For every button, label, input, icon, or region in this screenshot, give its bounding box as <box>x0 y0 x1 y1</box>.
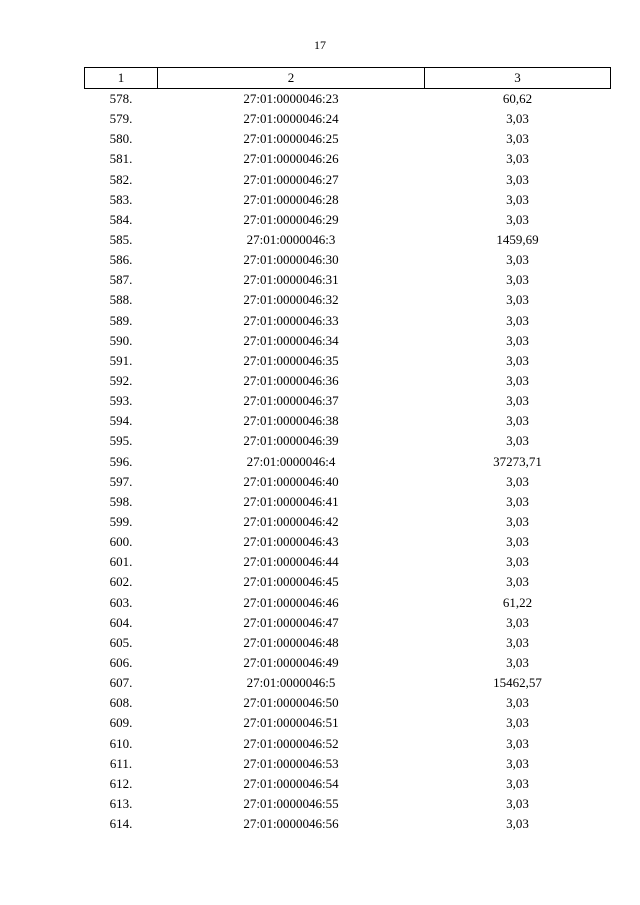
row-number-cell: 612. <box>109 775 133 791</box>
value-cell: 3,03 <box>506 433 529 449</box>
cadastral-number-cell: 27:01:0000046:3 <box>246 232 336 248</box>
table-row <box>85 190 611 210</box>
page-number: 17 <box>314 38 326 52</box>
row-number-cell: 596. <box>109 453 133 469</box>
header-row <box>85 68 611 89</box>
value-cell: 3,03 <box>506 393 529 409</box>
value-cell: 3,03 <box>506 211 529 227</box>
table-row <box>85 673 611 693</box>
row-number-cell: 608. <box>109 695 133 711</box>
value-cell: 3,03 <box>506 534 529 550</box>
value-cell: 15462,57 <box>493 675 542 691</box>
row-number-cell: 592. <box>109 373 133 389</box>
table-body <box>85 89 611 835</box>
row-number-cell: 588. <box>109 292 133 308</box>
row-number-cell: 605. <box>109 634 133 650</box>
cadastral-number-cell: 27:01:0000046:37 <box>243 393 339 409</box>
cadastral-number-cell: 27:01:0000046:52 <box>243 735 339 751</box>
value-cell: 61,22 <box>502 594 533 610</box>
value-cell: 3,03 <box>506 292 529 308</box>
cadastral-number-cell: 27:01:0000046:40 <box>243 473 339 489</box>
table-row <box>85 532 611 552</box>
table-row <box>85 552 611 572</box>
row-number-cell: 611. <box>109 755 133 771</box>
data-table <box>84 67 611 834</box>
table-row <box>85 431 611 451</box>
value-cell: 1459,69 <box>496 232 539 248</box>
value-cell: 3,03 <box>506 272 529 288</box>
cadastral-number-cell: 27:01:0000046:25 <box>243 131 339 147</box>
row-number-cell: 597. <box>109 473 133 489</box>
row-number-cell: 595. <box>109 433 133 449</box>
row-number-cell: 609. <box>109 715 133 731</box>
value-cell: 3,03 <box>506 473 529 489</box>
value-cell: 3,03 <box>506 695 529 711</box>
row-number-cell: 604. <box>109 614 133 630</box>
row-number-cell: 600. <box>109 534 133 550</box>
cadastral-number-cell: 27:01:0000046:54 <box>243 775 339 791</box>
value-cell: 3,03 <box>506 755 529 771</box>
table-row <box>85 693 611 713</box>
value-cell: 3,03 <box>506 514 529 530</box>
row-number-cell: 613. <box>109 795 133 811</box>
table-row <box>85 472 611 492</box>
value-cell: 3,03 <box>506 373 529 389</box>
column-header-2: 2 <box>158 68 425 89</box>
row-number-cell: 590. <box>109 332 133 348</box>
cadastral-number-cell: 27:01:0000046:35 <box>243 352 339 368</box>
cadastral-number-cell: 27:01:0000046:44 <box>243 554 339 570</box>
cadastral-number-cell: 27:01:0000046:41 <box>243 493 339 509</box>
column-header-1: 1 <box>85 68 158 89</box>
value-cell: 3,03 <box>506 111 529 127</box>
row-number-cell: 587. <box>109 272 133 288</box>
row-number-cell: 610. <box>109 735 133 751</box>
cadastral-number-cell: 27:01:0000046:31 <box>243 272 339 288</box>
table-row <box>85 149 611 169</box>
table-row <box>85 512 611 532</box>
row-number-cell: 585. <box>109 232 133 248</box>
value-cell: 3,03 <box>506 493 529 509</box>
table-row <box>85 814 611 834</box>
table-row <box>85 351 611 371</box>
row-number-cell: 598. <box>109 493 133 509</box>
table-row <box>85 311 611 331</box>
table-row <box>85 734 611 754</box>
table-row <box>85 270 611 290</box>
row-number-cell: 584. <box>109 211 133 227</box>
value-cell: 37273,71 <box>493 453 542 469</box>
value-cell: 3,03 <box>506 554 529 570</box>
table-row <box>85 109 611 129</box>
cadastral-number-cell: 27:01:0000046:55 <box>243 795 339 811</box>
cadastral-number-cell: 27:01:0000046:23 <box>243 91 339 107</box>
row-number-cell: 599. <box>109 514 133 530</box>
row-number-cell: 593. <box>109 393 133 409</box>
value-cell: 3,03 <box>506 795 529 811</box>
cadastral-number-cell: 27:01:0000046:36 <box>243 373 339 389</box>
value-cell: 3,03 <box>506 171 529 187</box>
cadastral-number-cell: 27:01:0000046:38 <box>243 413 339 429</box>
value-cell: 3,03 <box>506 634 529 650</box>
table-row <box>85 411 611 431</box>
cadastral-number-cell: 27:01:0000046:5 <box>246 675 336 691</box>
value-cell: 3,03 <box>506 655 529 670</box>
table-row <box>85 713 611 733</box>
row-number-cell: 601. <box>109 554 133 570</box>
table-row <box>85 653 611 673</box>
value-cell: 60,62 <box>502 91 533 107</box>
row-number-cell: 603. <box>109 594 133 610</box>
table-row <box>85 492 611 512</box>
table-row <box>85 593 611 613</box>
cadastral-number-cell: 27:01:0000046:32 <box>243 292 339 308</box>
cadastral-number-cell: 27:01:0000046:43 <box>243 534 339 550</box>
row-number-cell: 580. <box>109 131 133 147</box>
cadastral-number-cell: 27:01:0000046:51 <box>243 715 339 731</box>
table-row <box>85 633 611 653</box>
cadastral-number-cell: 27:01:0000046:29 <box>243 211 339 227</box>
table-row <box>85 170 611 190</box>
row-number-cell: 602. <box>109 574 133 590</box>
value-cell: 3,03 <box>506 715 529 731</box>
row-number-cell: 579. <box>109 111 133 127</box>
value-cell: 3,03 <box>506 816 529 832</box>
cadastral-number-cell: 27:01:0000046:49 <box>243 655 339 670</box>
value-cell: 3,03 <box>506 252 529 268</box>
row-number-cell: 578. <box>109 91 133 107</box>
value-cell: 3,03 <box>506 775 529 791</box>
value-cell: 3,03 <box>506 413 529 429</box>
table-header <box>85 68 611 89</box>
row-number-cell: 607. <box>109 675 133 691</box>
value-cell: 3,03 <box>506 312 529 328</box>
value-cell: 3,03 <box>506 332 529 348</box>
row-number-cell: 586. <box>109 252 133 268</box>
table-row <box>85 331 611 351</box>
table-row <box>85 230 611 250</box>
value-cell: 3,03 <box>506 614 529 630</box>
cadastral-number-cell: 27:01:0000046:28 <box>243 191 339 207</box>
cadastral-number-cell: 27:01:0000046:47 <box>243 614 339 630</box>
table-row <box>85 290 611 310</box>
cadastral-number-cell: 27:01:0000046:48 <box>243 634 339 650</box>
cadastral-number-cell: 27:01:0000046:53 <box>243 755 339 771</box>
row-number-cell: 594. <box>109 413 133 429</box>
cadastral-number-cell: 27:01:0000046:27 <box>243 171 339 187</box>
table-row <box>85 754 611 774</box>
cadastral-number-cell: 27:01:0000046:50 <box>243 695 339 711</box>
table-row <box>85 371 611 391</box>
table-row <box>85 391 611 411</box>
value-cell: 3,03 <box>506 574 529 590</box>
cadastral-number-cell: 27:01:0000046:46 <box>243 594 339 610</box>
row-number-cell: 589. <box>109 312 133 328</box>
table-row <box>85 250 611 270</box>
cadastral-number-cell: 27:01:0000046:26 <box>243 151 339 167</box>
table-row <box>85 613 611 633</box>
cadastral-number-cell: 27:01:0000046:34 <box>243 332 339 348</box>
table-row <box>85 89 611 110</box>
row-number-cell: 582. <box>109 171 133 187</box>
value-cell: 3,03 <box>506 131 529 147</box>
table-row <box>85 794 611 814</box>
row-number-cell: 591. <box>109 352 133 368</box>
value-cell: 3,03 <box>506 191 529 207</box>
cadastral-number-cell: 27:01:0000046:4 <box>246 453 336 469</box>
cadastral-number-cell: 27:01:0000046:45 <box>243 574 339 590</box>
value-cell: 3,03 <box>506 151 529 167</box>
table-row <box>85 452 611 472</box>
cadastral-number-cell: 27:01:0000046:30 <box>243 252 339 268</box>
cadastral-number-cell: 27:01:0000046:56 <box>243 816 339 832</box>
column-header-3: 3 <box>425 68 611 89</box>
cadastral-number-cell: 27:01:0000046:42 <box>243 514 339 530</box>
cadastral-number-cell: 27:01:0000046:33 <box>243 312 339 328</box>
row-number-cell: 583. <box>109 191 133 207</box>
table-row <box>85 572 611 592</box>
row-number-cell: 581. <box>109 151 133 167</box>
cadastral-number-cell: 27:01:0000046:39 <box>243 433 339 449</box>
table-row <box>85 774 611 794</box>
cadastral-number-cell: 27:01:0000046:24 <box>243 111 339 127</box>
table-row <box>85 210 611 230</box>
table-row <box>85 129 611 149</box>
value-cell: 3,03 <box>506 735 529 751</box>
row-number-cell: 614. <box>109 816 133 832</box>
value-cell: 3,03 <box>506 352 529 368</box>
row-number-cell: 606. <box>109 655 133 670</box>
